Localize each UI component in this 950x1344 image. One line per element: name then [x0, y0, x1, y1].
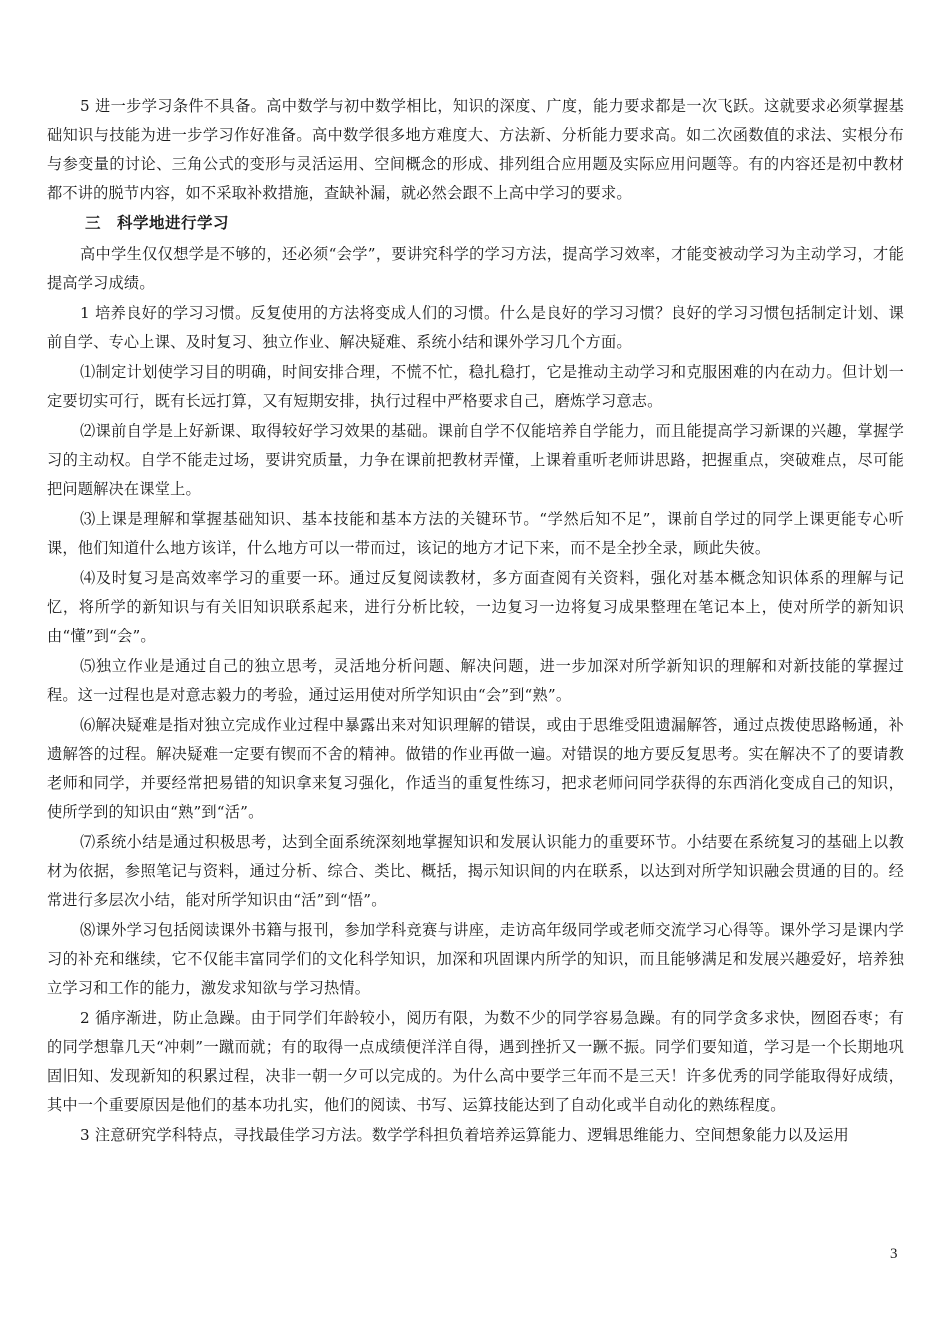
paragraph-sub-6-difficulties: ⑹解决疑难是指对独立完成作业过程中暴露出来对知识理解的错误，或由于思维受阻遗漏解答，通过点拨使思路畅通，补遗解答的过程。解决疑难一定要有锲而不舍的精神。做错的作业再做一遍。对错误的地方要反复思考。实在解决不了的要请教老师和同学，并要经常把易错的知识拿来复习强化，作适当的重复性练习，把求老师问同学获得的东西消化变成自己的知识，使所学到的知识由“熟”到“活”。	[47, 716, 904, 821]
paragraph-sub-2-preview: ⑵课前自学是上好新课、取得较好学习效果的基础。课前自学不仅能培养自学能力，而且能提高学习新课的兴趣，掌握学习的主动权。自学不能走过场，要讲究质量，力争在课前把教材弄懂，上课着重听老师讲思路，把握重点，突破难点，尽可能把问题解决在课堂上。	[47, 422, 904, 498]
paragraph-point-1-habits: 1 培养良好的学习习惯。反复使用的方法将变成人们的习惯。什么是良好的学习习惯？良好的学习习惯包括制定计划、课前自学、专心上课、及时复习、独立作业、解决疑难、系统小结和课外学习几个方面。	[47, 304, 904, 351]
paragraph-intro-learn-how: 高中学生仅仅想学是不够的，还必须“会学”，要讲究科学的学习方法，提高学习效率，才能变被动学习为主动学习，才能提高学习成绩。	[47, 245, 904, 292]
document-body	[47, 92, 904, 1151]
paragraph-sub-8-extracurricular: ⑻课外学习包括阅读课外书籍与报刊，参加学科竞赛与讲座，走访高年级同学或老师交流学习心得等。课外学习是课内学习的补充和继续，它不仅能丰富同学们的文化科学知识，加深和巩固课内所学的知识，而且能够满足和发展兴趣爱好，培养独立学习和工作的能力，激发求知欲与学习热情。	[47, 921, 904, 997]
paragraph-sub-3-class: ⑶上课是理解和掌握基础知识、基本技能和基本方法的关键环节。“学然后知不足”，课前自学过的同学上课更能专心听课，他们知道什么地方该详，什么地方可以一带而过，该记的地方才记下来，而不是全抄全录，顾此失彼。	[47, 510, 904, 557]
section-heading-3: 三 科学地进行学习	[85, 214, 230, 232]
page-number: 3	[890, 1246, 898, 1262]
paragraph-sub-7-summary: ⑺系统小结是通过积极思考，达到全面系统深刻地掌握知识和发展认识能力的重要环节。小结要在系统复习的基础上以教材为依据，参照笔记与资料，通过分析、综合、类比、概括，揭示知识间的内在联系，以达到对所学知识融会贯通的目的。经常进行多层次小结，能对所学知识由“活”到“悟”。	[47, 833, 904, 909]
paragraph-point-2-gradual: 2 循序渐进，防止急躁。由于同学们年龄较小，阅历有限，为数不少的同学容易急躁。有的同学贪多求快，囫囵吞枣；有的同学想靠几天“冲刺”一蹴而就；有的取得一点成绩便洋洋自得，遇到挫折又一蹶不振。同学们要知道，学习是一个长期地巩固旧知、发现新知的积累过程，决非一朝一夕可以完成的。为什么高中要学三年而不是三天！许多优秀的同学能取得好成绩，其中一个重要原因是他们的基本功扎实，他们的阅读、书写、运算技能达到了自动化或半自动化的熟练程度。	[47, 1009, 904, 1114]
paragraph-item-5-conditions: 5 进一步学习条件不具备。高中数学与初中数学相比，知识的深度、广度，能力要求都是一次飞跃。这就要求必须掌握基础知识与技能为进一步学习作好准备。高中数学很多地方难度大、方法新、分析能力要求高。如二次函数值的求法、实根分布与参变量的讨论、三角公式的变形与灵活运用、空间概念的形成、排列组合应用题及实际应用问题等。有的内容还是初中教材都不讲的脱节内容，如不采取补救措施，查缺补漏，就必然会跟不上高中学习的要求。	[47, 97, 904, 202]
paragraph-sub-1-plan: ⑴制定计划使学习目的明确，时间安排合理，不慌不忙，稳扎稳打，它是推动主动学习和克服困难的内在动力。但计划一定要切实可行，既有长远打算，又有短期安排，执行过程中严格要求自己，磨炼学习意志。	[47, 363, 904, 410]
paragraph-sub-5-homework: ⑸独立作业是通过自己的独立思考，灵活地分析问题、解决问题，进一步加深对所学新知识的理解和对新技能的掌握过程。这一过程也是对意志毅力的考验，通过运用使对所学知识由“会”到“熟”。	[47, 657, 904, 704]
paragraph-sub-4-review: ⑷及时复习是高效率学习的重要一环。通过反复阅读教材，多方面查阅有关资料，强化对基本概念知识体系的理解与记忆，将所学的新知识与有关旧知识联系起来，进行分析比较，一边复习一边将复习成果整理在笔记本上，使对所学的新知识由“懂”到“会”。	[47, 569, 904, 645]
paragraph-point-3-subject-traits: 3 注意研究学科特点，寻找最佳学习方法。数学学科担负着培养运算能力、逻辑思维能力、空间想象能力以及运用	[80, 1126, 849, 1144]
